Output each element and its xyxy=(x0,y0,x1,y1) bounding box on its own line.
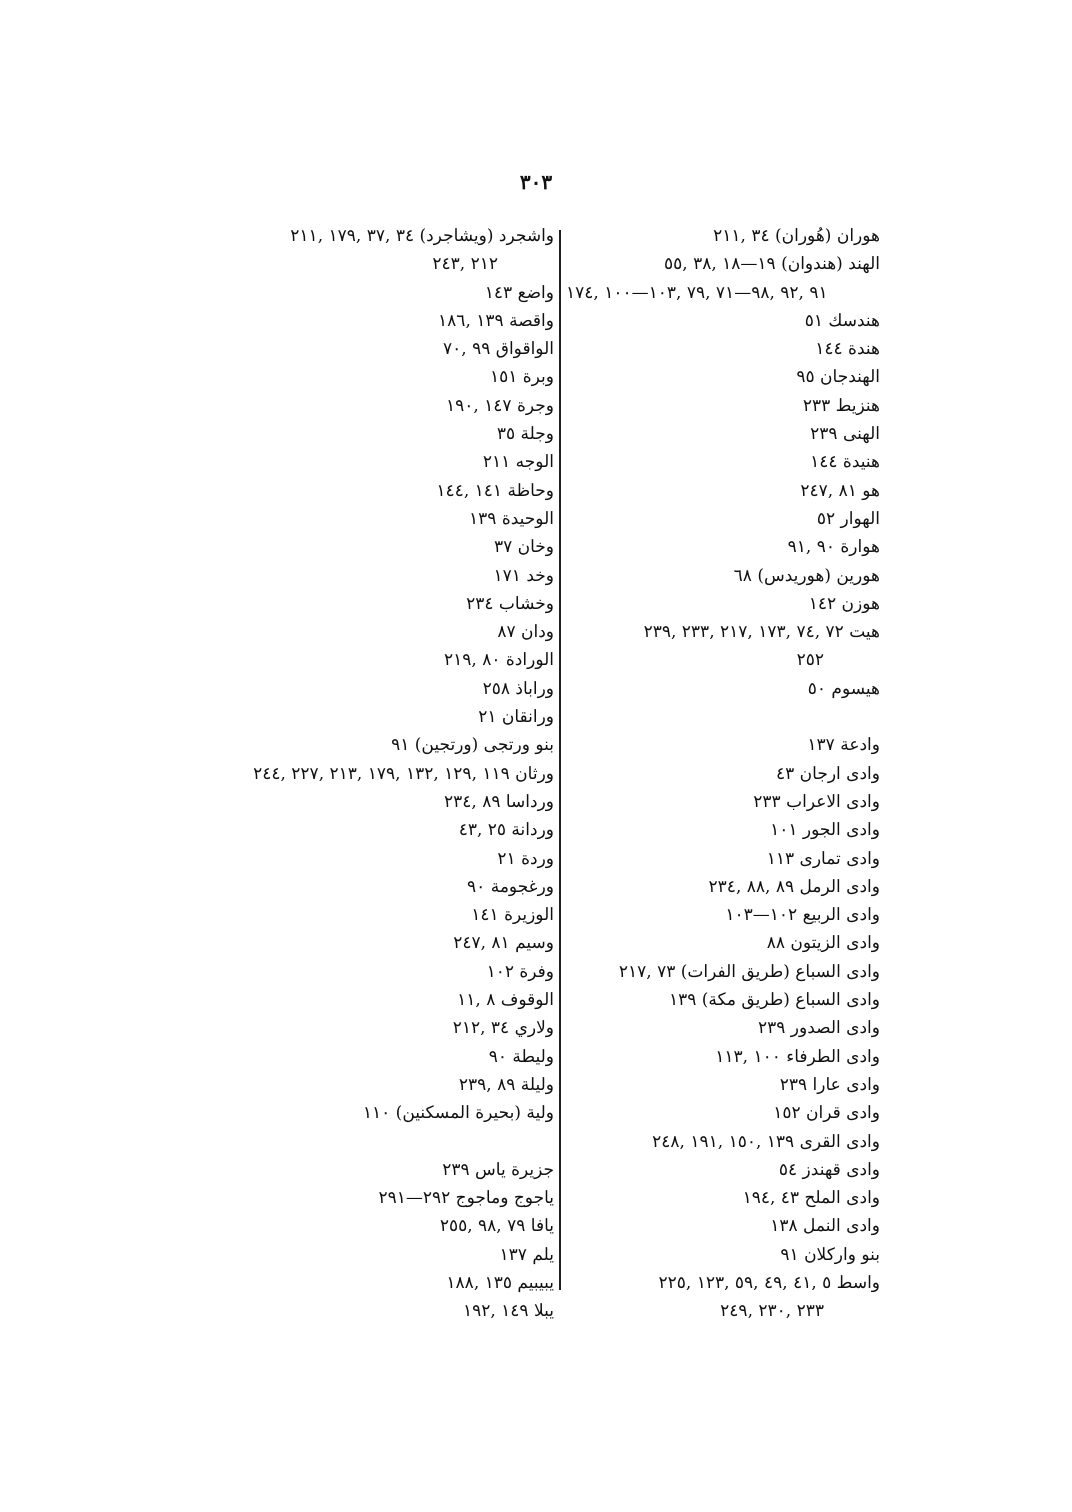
page-number: ٣٠٣ xyxy=(519,170,553,194)
index-entry: ياجوج وماجوج ٢٩٢—٢٩١ xyxy=(378,1188,554,1209)
index-entry: وراباذ ٢٥٨ xyxy=(482,678,554,699)
index-entry: هندة ١٤٤ xyxy=(815,339,880,360)
index-entry: الواقواق ٩٩ ,٧٠ xyxy=(443,339,554,360)
index-entry: وسيم ٨١ ,٢٤٧ xyxy=(453,933,554,954)
index-entry: هيسوم ٥٠ xyxy=(807,678,880,699)
index-entry: وخشاب ٢٣٤ xyxy=(466,593,554,614)
index-entry: ودان ٨٧ xyxy=(497,622,554,643)
index-entry: هندسك ٥١ xyxy=(804,310,880,331)
index-entry: هوران (هُوران) ٣٤ ,٢١١ xyxy=(713,226,880,246)
index-entry: الهنى ٢٣٩ xyxy=(810,424,880,445)
index-entry: وحاظة ١٤١ ,١٤٤ xyxy=(436,480,554,501)
index-entry: ٢١٢ ,٢٤٣ xyxy=(432,254,498,275)
index-entry: الورادة ٨٠ ,٢١٩ xyxy=(444,650,554,671)
left-column xyxy=(240,222,554,1326)
index-entry: وادعة ١٣٧ xyxy=(807,735,880,756)
index-entry: وادى قران ١٥٢ xyxy=(773,1103,880,1124)
index-entry: وادى النمل ١٣٨ xyxy=(770,1216,880,1237)
index-entry: وادى الصدور ٢٣٩ xyxy=(757,1018,880,1039)
index-entry: وخد ١٧١ xyxy=(493,565,554,586)
index-entry: ورانقان ٢١ xyxy=(478,707,554,728)
index-entry: وفرة ١٠٢ xyxy=(486,961,554,982)
index-entry: وادى الرمل ٨٩ ,٨٨ ,٢٣٤ xyxy=(708,876,880,897)
index-entry: وليطة ٩٠ xyxy=(488,1046,554,1067)
index-entry: وردانة ٢٥ ,٤٣ xyxy=(458,820,554,841)
index-entry: يلم ١٣٧ xyxy=(499,1244,554,1265)
index-entry: واضع ١٤٣ xyxy=(484,282,554,303)
index-entry: هوزن ١٤٢ xyxy=(808,593,880,614)
index-entry: وردة ٢١ xyxy=(497,848,554,869)
index-entry: واسط ٥ ,٤١ ,٤٩ ,٥٩ ,١٢٣ ,٢٢٥ xyxy=(658,1272,880,1293)
index-entry: هيت ٧٢ ,٧٤ ,١٧٣ ,٢١٧ ,٢٣٣ ,٢٣٩ xyxy=(643,622,880,643)
index-entry: الهندجان ٩٥ xyxy=(796,367,880,388)
index-entry: يبيبيم ١٣٥ ,١٨٨ xyxy=(446,1272,554,1293)
index-entry: وجلة ٣٥ xyxy=(496,424,554,445)
index-entry: ورثان ١١٩ ,١٢٩ ,١٣٢ ,١٧٩ ,٢١٣ ,٢٢٧ ,٢٤٤ xyxy=(253,763,554,784)
index-entry: بنو ورتجى (ورتجين) ٩١ xyxy=(391,735,554,756)
index-entry: وليلة ٨٩ ,٢٣٩ xyxy=(458,1074,554,1095)
index-entry: وادى ارجان ٤٣ xyxy=(776,763,880,784)
index-entry: الهند (هندوان) ١٩—١٨ ,٣٨ ,٥٥ xyxy=(664,254,880,275)
index-entry: هوارة ٩٠ ,٩١ xyxy=(787,537,880,558)
index-entry: هو ٨١ ,٢٤٧ xyxy=(800,480,880,501)
index-entry: وادى السباع (طريق الفرات) ٧٣ ,٢١٧ xyxy=(618,961,880,982)
index-entry: واقصة ١٣٩ ,١٨٦ xyxy=(438,310,554,331)
index-entry: الوحيدة ١٣٩ xyxy=(469,508,554,529)
index-entry: وادى الجور ١٠١ xyxy=(770,820,880,841)
index-entry: الوزيرة ١٤١ xyxy=(471,905,554,926)
index-entry: هورين (هوريدس) ٦٨ xyxy=(733,565,880,586)
index-entry: وادى الربيع ١٠٢—١٠٣ xyxy=(725,905,880,926)
index-columns xyxy=(240,222,880,1322)
index-entry: وادى القرى ١٣٩ ,١٥٠ ,١٩١ ,٢٤٨ xyxy=(652,1131,880,1152)
index-entry: وادى السباع (طريق مكة) ١٣٩ xyxy=(668,990,880,1011)
index-entry: هنيدة ١٤٤ xyxy=(810,452,880,473)
index-entry: وادى الزيتون ٨٨ xyxy=(766,933,880,954)
index-entry: وادى عارا ٢٣٩ xyxy=(779,1074,880,1095)
index-entry: ٢٣٣ ,٢٣٠ ,٢٤٩ xyxy=(720,1301,824,1322)
index-entry: ٩١ ,٩٢ ,٩٨—٧١ ,٧٩ ,١٠٣—١٠٠ ,١٧٤ xyxy=(566,282,828,303)
index-entry: الهوار ٥٢ xyxy=(816,508,880,529)
index-entry: وادى تمارى ١١٣ xyxy=(766,848,880,869)
index-entry: ورغجومة ٩٠ xyxy=(467,876,554,897)
index-entry: وادى الملح ٤٣ ,١٩٤ xyxy=(742,1188,880,1209)
index-entry: بنو واركلان ٩١ xyxy=(780,1244,880,1265)
index-entry: وجرة ١٤٧ ,١٩٠ xyxy=(445,395,554,416)
column-divider xyxy=(559,230,561,1290)
index-entry: واشجرد (ويشاجرد) ٣٤ ,٣٧ ,١٧٩ ,٢١١ xyxy=(290,226,554,246)
index-entry: وادى الطرفاء ١٠٠ ,١١٣ xyxy=(715,1046,880,1067)
index-entry: وادى قهندز ٥٤ xyxy=(778,1159,880,1180)
index-entry: ولاري ٣٤ ,٢١٢ xyxy=(452,1018,554,1039)
index-entry: ٢٥٢ xyxy=(796,650,824,671)
index-entry: يافا ٧٩ ,٩٨ ,٢٥٥ xyxy=(439,1216,554,1237)
index-entry xyxy=(566,703,880,731)
index-entry: يبلا ١٤٩ ,١٩٢ xyxy=(462,1301,554,1322)
index-entry: هنزيط ٢٣٣ xyxy=(802,395,880,416)
index-entry: ورداسا ٨٩ ,٢٣٤ xyxy=(443,791,554,812)
index-entry: جزيرة ياس ٢٣٩ xyxy=(442,1159,554,1180)
index-entry: الوجه ٢١١ xyxy=(482,452,554,473)
index-entry: وبرة ١٥١ xyxy=(489,367,554,388)
index-entry: وادى الاعراب ٢٣٣ xyxy=(753,791,880,812)
index-entry: وخان ٣٧ xyxy=(493,537,554,558)
right-column xyxy=(566,222,880,1326)
index-entry: الوقوف ٨ ,١١ xyxy=(457,990,554,1011)
index-entry: ولية (بحيرة المسكنين) ١١٠ xyxy=(362,1103,554,1124)
index-entry xyxy=(240,1128,554,1156)
